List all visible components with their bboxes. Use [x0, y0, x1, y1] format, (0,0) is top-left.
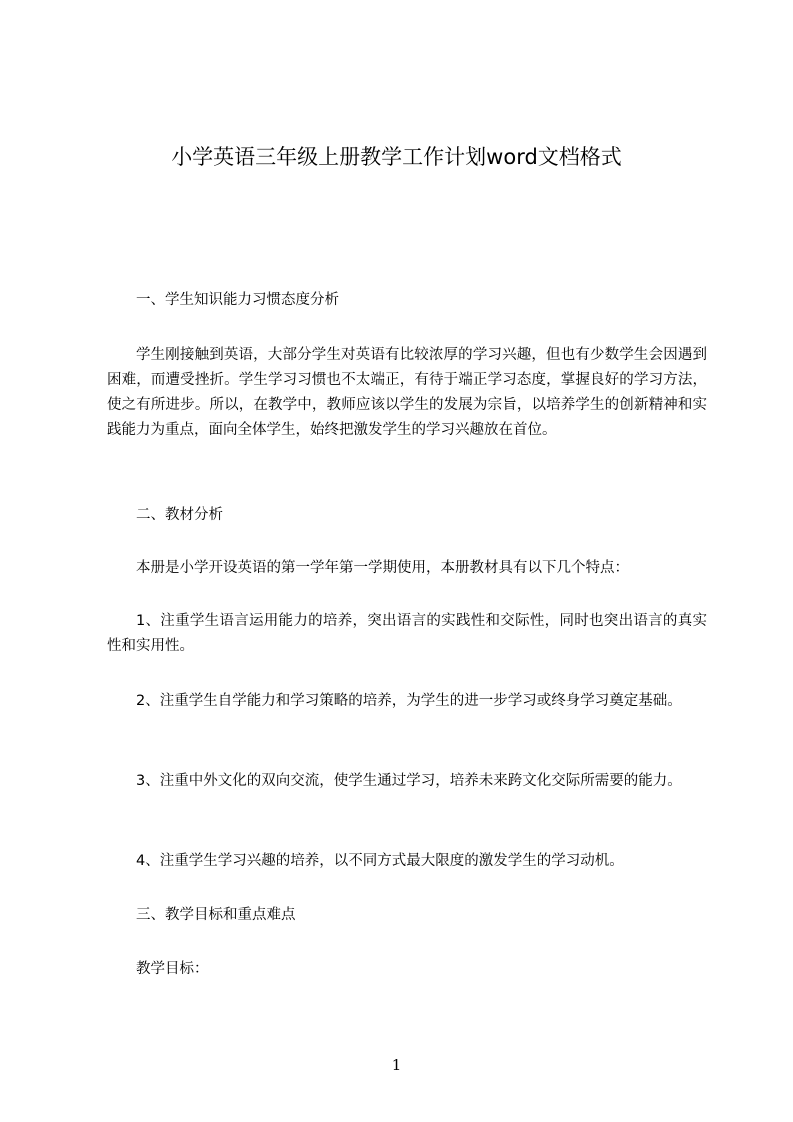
paragraph-textbook-intro: 本册是小学开设英语的第一学年第一学期使用，本册教材具有以下几个特点：: [136, 560, 629, 576]
list-item-feature-1: 1、注重学生语言运用能力的培养，突出语言的实践性和交际性，同时也突出语言的真实性和实用性。: [107, 613, 707, 654]
list-item-feature-2: 2、注重学生自学能力和学习策略的培养，为学生的进一步学习或终身学习奠定基础。: [136, 693, 682, 709]
document-title: 小学英语三年级上册教学工作计划word文档格式: [171, 145, 622, 169]
list-item-feature-4: 4、注重学生学习兴趣的培养，以不同方式最大限度的激发学生的学习动机。: [136, 853, 624, 869]
section-heading-2: 二、教材分析: [136, 507, 223, 523]
section-heading-1: 一、学生知识能力习惯态度分析: [136, 292, 339, 308]
paragraph-student-analysis: 学生刚接触到英语，大部分学生对英语有比较浓厚的学习兴趣，但也有少数学生会因遇到困难，而遭受挫折。学生学习习惯也不太端正，有待于端正学习态度，掌握良好的学习方法，使之有所进步。所以，在教学中，教师应该以学生的发展为宗旨，以培养学生的创新精神和实践能力为重点，面向全体学生，始终把激发学生的学习兴趣放在首位。: [107, 347, 707, 438]
page-number: 1: [391, 1056, 402, 1074]
subheading-teaching-goals: 教学目标：: [136, 961, 209, 977]
section-heading-3: 三、教学目标和重点难点: [136, 907, 296, 923]
list-item-feature-3: 3、注重中外文化的双向交流，使学生通过学习，培养未来跨文化交际所需要的能力。: [136, 773, 682, 789]
